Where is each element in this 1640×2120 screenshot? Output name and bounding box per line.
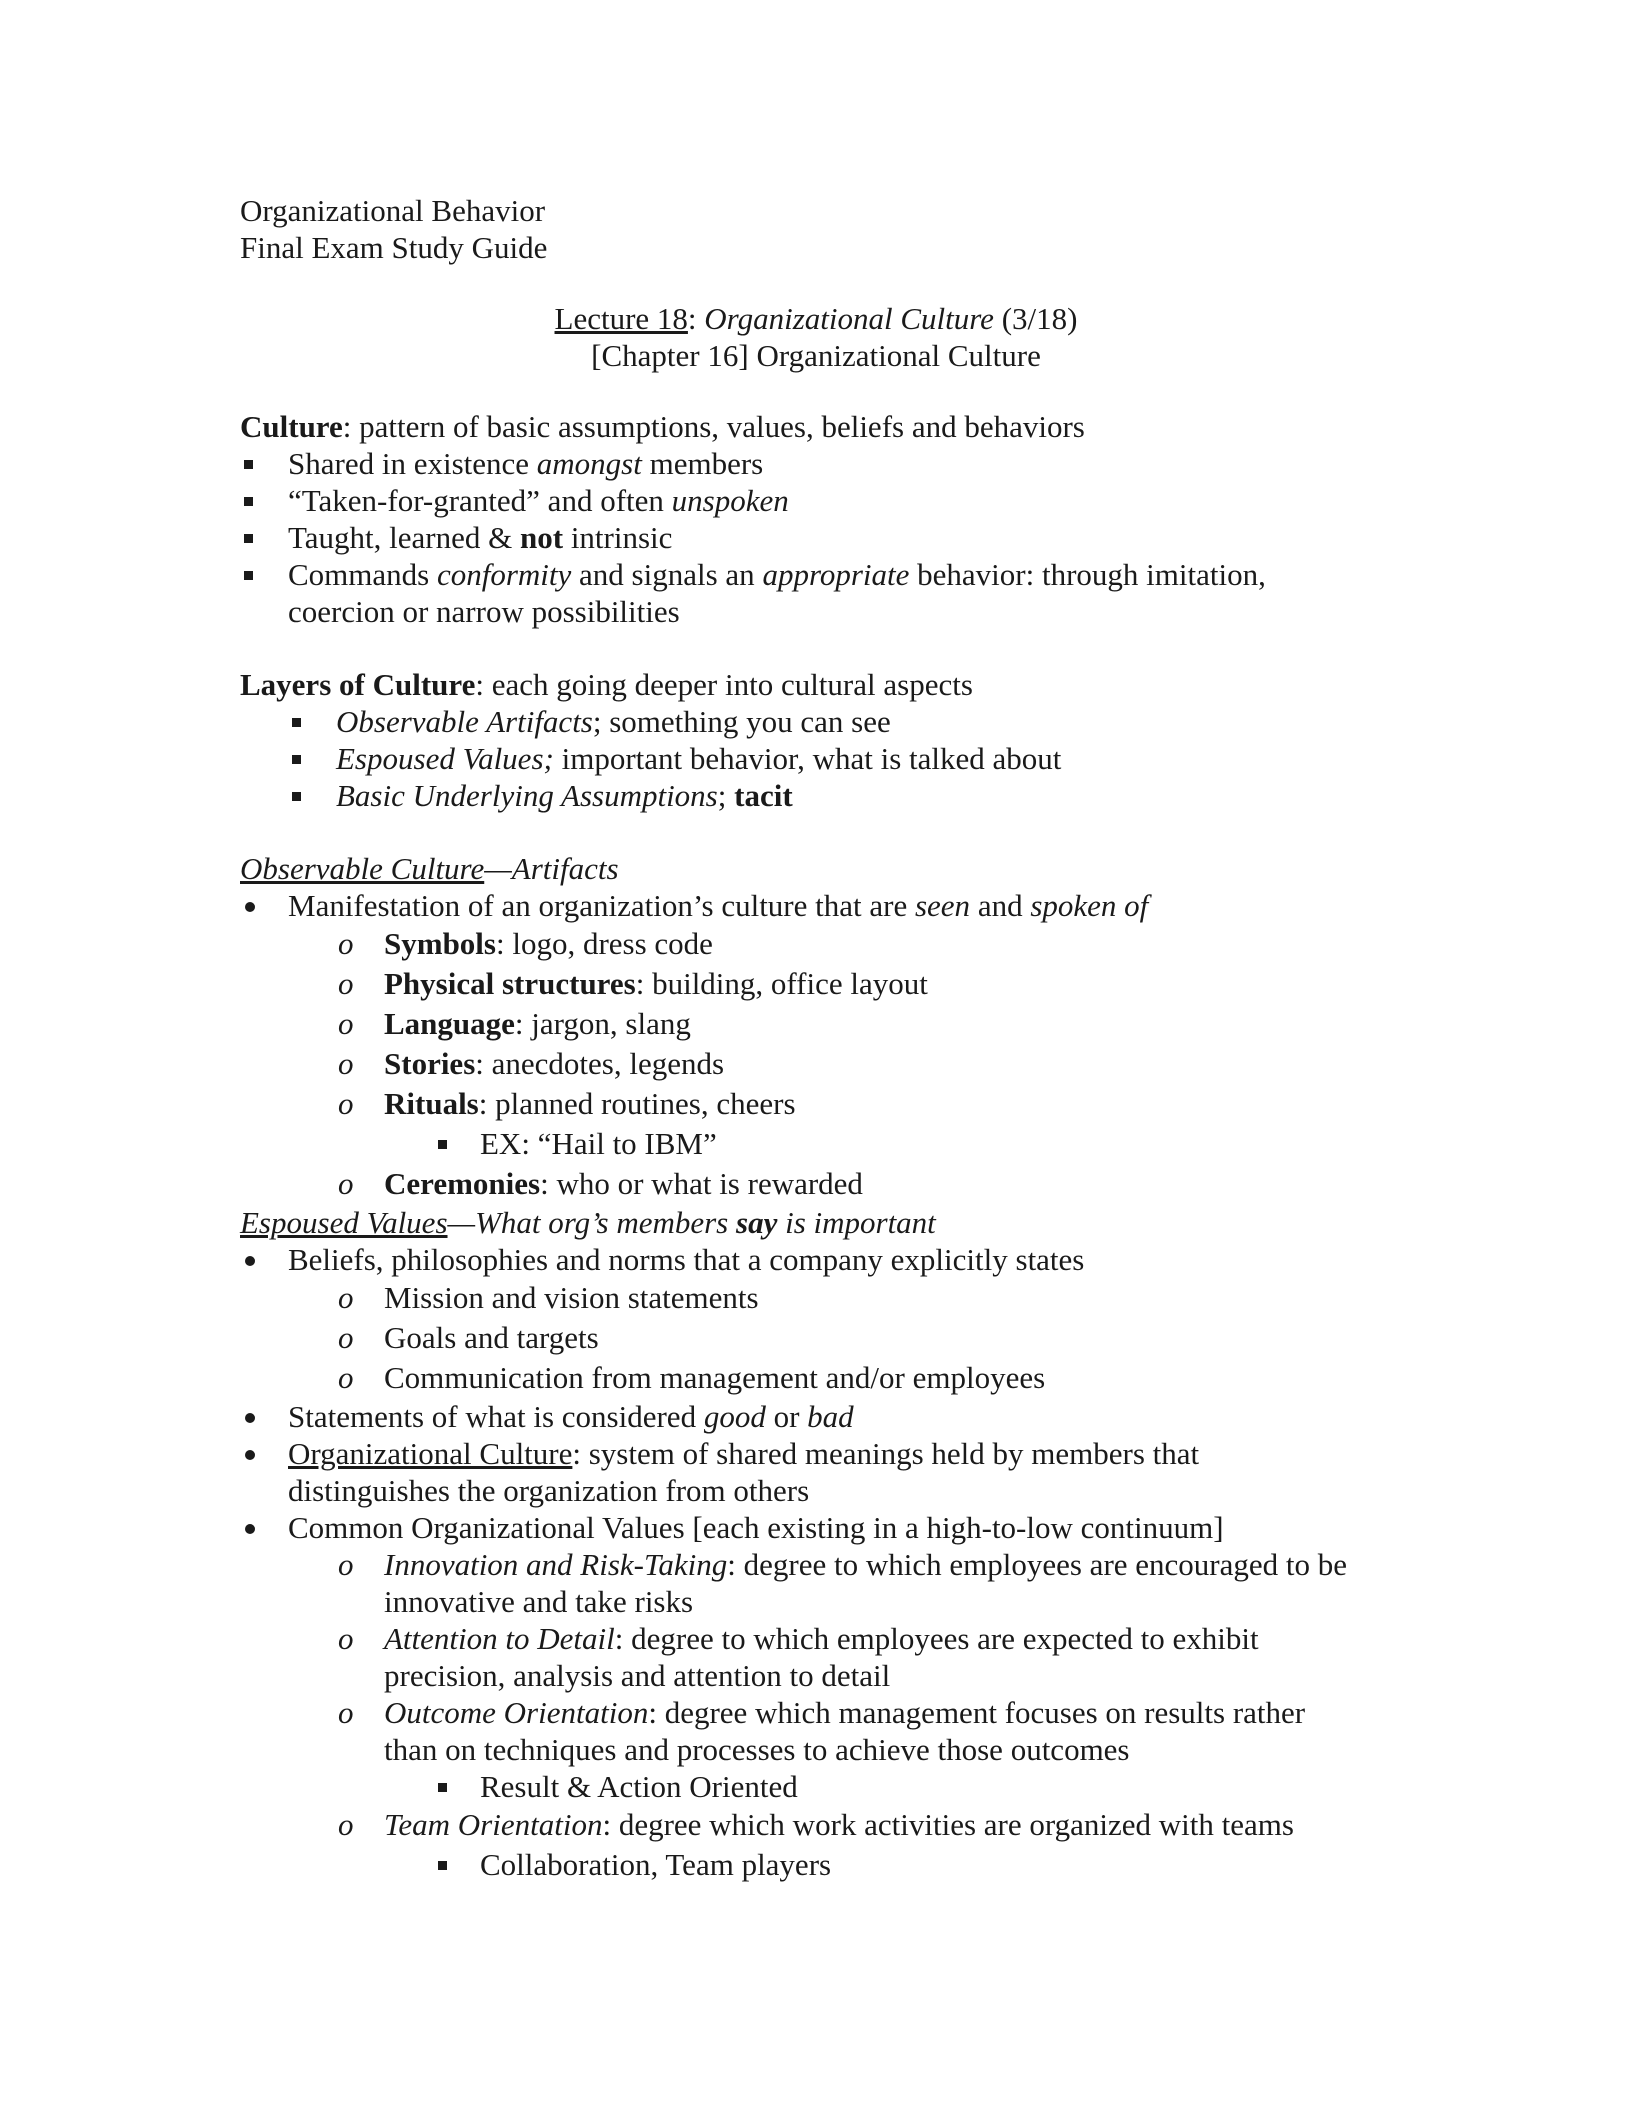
text-run: innovative and take risks xyxy=(384,1584,694,1619)
square-bullet-icon xyxy=(244,460,253,469)
text-run: behavior: through imitation, xyxy=(909,557,1266,592)
lecture-heading xyxy=(240,300,1392,337)
course-title: Organizational Behavior xyxy=(240,193,546,228)
list-item xyxy=(240,924,1440,964)
list-item xyxy=(240,1435,1440,1509)
text-run: seen xyxy=(914,888,971,923)
text-run: spoken of xyxy=(1030,888,1149,923)
text-run: Common Organizational Values [each existing in a high-to-low continuum] xyxy=(288,1510,1224,1545)
text-run: than on techniques and processes to achieve those outcomes xyxy=(384,1732,1130,1767)
text-run: Beliefs, philosophies and norms that a company explicitly states xyxy=(288,1242,1085,1277)
text-run: Stories xyxy=(384,1046,476,1081)
espoused-heading xyxy=(240,1204,1440,1241)
square-bullet-icon xyxy=(292,792,301,801)
text-run: : who or what is rewarded xyxy=(540,1166,863,1201)
lecture-sep: : xyxy=(687,301,705,336)
list-item xyxy=(240,1241,1440,1278)
text-run: say xyxy=(736,1205,778,1240)
square-bullet-icon xyxy=(244,571,253,580)
lecture-label: Lecture 18 xyxy=(554,301,688,336)
circle-bullet-icon: o xyxy=(338,1280,354,1315)
list-item xyxy=(240,1124,1440,1164)
document-page xyxy=(240,192,1440,1885)
text-run: not xyxy=(519,520,564,555)
chapter-heading: [Chapter 16] Organizational Culture xyxy=(591,338,1041,373)
layers-def: : each going deeper into cultural aspects xyxy=(475,667,973,702)
text-run: Outcome Orientation xyxy=(384,1695,649,1730)
text-run: Symbols xyxy=(384,926,496,961)
text-run: ; something you can see xyxy=(592,704,891,739)
layers-section xyxy=(240,666,1440,814)
square-bullet-icon xyxy=(292,718,301,727)
circle-bullet-icon: o xyxy=(338,966,354,1001)
text-run: : degree to which employees are expected to exhibit xyxy=(614,1621,1259,1656)
text-run: Observable Artifacts xyxy=(336,704,593,739)
espoused-section xyxy=(240,1204,1440,1885)
text-run: : building, office layout xyxy=(635,966,928,1001)
text-run: Taught, learned & xyxy=(288,520,520,555)
text-run: Rituals xyxy=(384,1086,479,1121)
text-run: intrinsic xyxy=(563,520,673,555)
text-run: : logo, dress code xyxy=(495,926,713,961)
list-item xyxy=(240,740,1440,777)
culture-def: : pattern of basic assumptions, values, beliefs and behaviors xyxy=(342,409,1085,444)
text-run: good xyxy=(703,1399,766,1434)
square-bullet-icon xyxy=(244,534,253,543)
square-bullet-icon xyxy=(244,497,253,506)
text-run: unspoken xyxy=(671,483,789,518)
text-run: and xyxy=(970,888,1031,923)
list-item xyxy=(240,445,1440,482)
list-item xyxy=(240,964,1440,1004)
text-run: Espoused Values; xyxy=(336,741,554,776)
text-run: “Taken-for-granted” and often xyxy=(288,483,672,518)
list-item xyxy=(240,1164,1440,1204)
text-run: Observable Culture xyxy=(240,851,485,886)
text-run: tacit xyxy=(734,778,793,813)
list-item xyxy=(240,519,1440,556)
list-item xyxy=(240,887,1440,924)
layers-definition xyxy=(240,666,1440,703)
text-run: —Artifacts xyxy=(484,851,619,886)
list-item xyxy=(240,1620,1440,1694)
round-bullet-icon xyxy=(245,1450,255,1460)
list-item xyxy=(240,1768,1440,1805)
text-run: Language xyxy=(384,1006,515,1041)
circle-bullet-icon: o xyxy=(338,1046,354,1081)
text-run: Shared in existence xyxy=(288,446,537,481)
text-run: conformity xyxy=(436,557,572,592)
text-run: : degree which management focuses on results rather xyxy=(648,1695,1306,1730)
text-run: amongst xyxy=(536,446,642,481)
list-item xyxy=(240,1318,1440,1358)
text-run: Communication from management and/or employees xyxy=(384,1360,1046,1395)
text-run: or xyxy=(765,1399,808,1434)
square-bullet-icon xyxy=(292,755,301,764)
text-run: Innovation and Risk-Taking xyxy=(384,1547,728,1582)
doc-header xyxy=(240,192,1440,266)
text-run: : degree which work activities are organized with teams xyxy=(602,1807,1294,1842)
list-item xyxy=(240,1694,1440,1768)
text-run: Mission and vision statements xyxy=(384,1280,759,1315)
culture-section xyxy=(240,408,1440,630)
text-run: members xyxy=(641,446,764,481)
text-run: Goals and targets xyxy=(384,1320,599,1355)
layers-term: Layers of Culture xyxy=(240,667,476,702)
list-item xyxy=(240,1546,1440,1620)
round-bullet-icon xyxy=(245,1256,255,1266)
text-run: Result & Action Oriented xyxy=(480,1769,798,1804)
circle-bullet-icon: o xyxy=(338,1166,354,1201)
text-run: : system of shared meanings held by members that xyxy=(572,1436,1200,1471)
circle-bullet-icon: o xyxy=(338,1360,354,1395)
text-run: Basic Underlying Assumptions xyxy=(336,778,718,813)
text-run: important behavior, what is talked about xyxy=(553,741,1062,776)
list-item xyxy=(240,1509,1440,1546)
text-run: Organizational Culture xyxy=(288,1436,573,1471)
list-item xyxy=(240,482,1440,519)
round-bullet-icon xyxy=(245,1413,255,1423)
list-item xyxy=(240,703,1440,740)
circle-bullet-icon: o xyxy=(338,1006,354,1041)
circle-bullet-icon: o xyxy=(338,1807,354,1842)
list-item xyxy=(240,1358,1440,1398)
text-run: —What org’s members xyxy=(447,1205,736,1240)
text-run: : anecdotes, legends xyxy=(475,1046,725,1081)
text-run: Statements of what is considered xyxy=(288,1399,704,1434)
text-run: : jargon, slang xyxy=(514,1006,691,1041)
circle-bullet-icon: o xyxy=(338,1547,354,1582)
text-run: Attention to Detail xyxy=(384,1621,615,1656)
culture-definition xyxy=(240,408,1440,445)
lecture-title: Organizational Culture xyxy=(704,301,994,336)
text-run: distinguishes the organization from others xyxy=(288,1473,810,1508)
text-run: EX: “Hail to IBM” xyxy=(480,1126,717,1161)
list-item xyxy=(240,1805,1440,1845)
list-item xyxy=(240,1084,1440,1124)
square-bullet-icon xyxy=(438,1783,447,1792)
text-run: Manifestation of an organization’s culture that are xyxy=(288,888,915,923)
circle-bullet-icon: o xyxy=(338,1320,354,1355)
observable-section xyxy=(240,850,1440,1204)
square-bullet-icon xyxy=(438,1140,447,1149)
lecture-date: (3/18) xyxy=(993,301,1078,336)
list-item xyxy=(240,777,1440,814)
text-run: and signals an xyxy=(571,557,763,592)
list-item xyxy=(240,1004,1440,1044)
list-item xyxy=(240,1845,1440,1885)
round-bullet-icon xyxy=(245,902,255,912)
circle-bullet-icon: o xyxy=(338,1621,354,1656)
text-run: bad xyxy=(807,1399,854,1434)
culture-term: Culture xyxy=(240,409,343,444)
text-run: is important xyxy=(777,1205,936,1240)
text-run: Espoused Values xyxy=(240,1205,448,1240)
text-run: Team Orientation xyxy=(384,1807,603,1842)
circle-bullet-icon: o xyxy=(338,926,354,961)
text-run: Ceremonies xyxy=(384,1166,541,1201)
text-run: : planned routines, cheers xyxy=(478,1086,796,1121)
text-run: Commands xyxy=(288,557,437,592)
list-item xyxy=(240,1398,1440,1435)
text-run: precision, analysis and attention to detail xyxy=(384,1658,891,1693)
text-run: ; xyxy=(717,778,735,813)
round-bullet-icon xyxy=(245,1524,255,1534)
observable-heading xyxy=(240,850,1440,887)
square-bullet-icon xyxy=(438,1861,447,1870)
circle-bullet-icon: o xyxy=(338,1695,354,1730)
text-run: Collaboration, Team players xyxy=(480,1847,832,1882)
list-item xyxy=(240,1278,1440,1318)
list-item xyxy=(240,556,1440,630)
text-run: coercion or narrow possibilities xyxy=(288,594,680,629)
text-run: appropriate xyxy=(762,557,910,592)
text-run: Physical structures xyxy=(384,966,636,1001)
list-item xyxy=(240,1044,1440,1084)
text-run: : degree to which employees are encouraged to be xyxy=(727,1547,1348,1582)
guide-title: Final Exam Study Guide xyxy=(240,230,548,265)
circle-bullet-icon: o xyxy=(338,1086,354,1121)
